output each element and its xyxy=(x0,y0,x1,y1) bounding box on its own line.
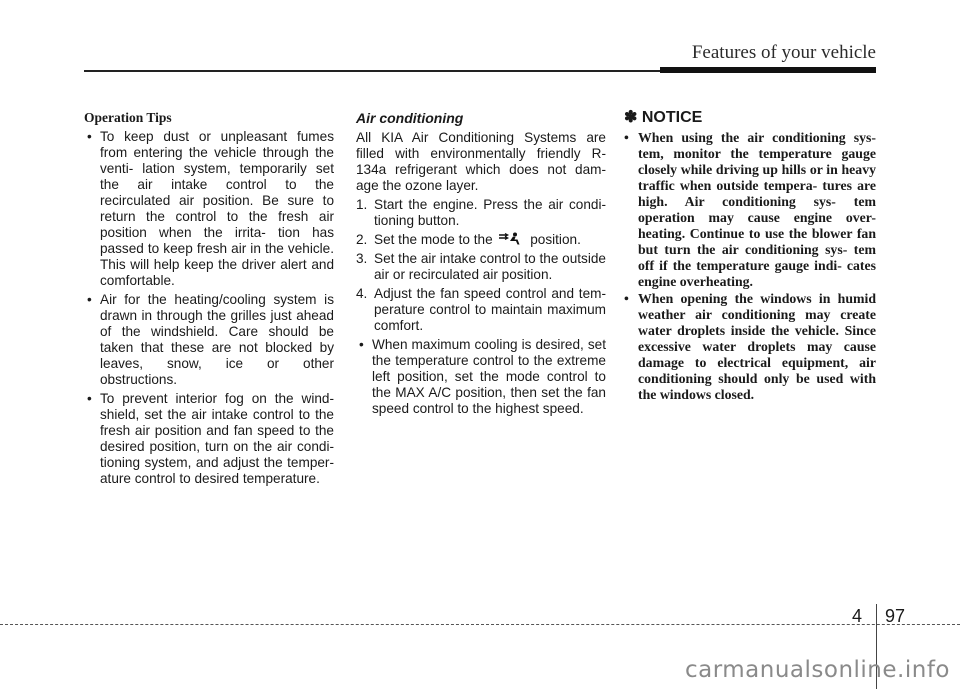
air-conditioning-column xyxy=(356,110,606,420)
step-item: 3. Set the air intake control to the outside air or recirculated air position. xyxy=(356,251,606,282)
step-item: 1. Start the engine. Press the air condi- tioning button. xyxy=(356,197,606,228)
bullet-icon: • xyxy=(624,291,629,306)
list-item: • Air for the heating/cooling system is drawn in through the grilles just ahead of the windshield. Care should be taken that these are not blocked by leaves, snow, ice or other obstructions. xyxy=(87,292,334,387)
bullet-icon: • xyxy=(87,292,92,307)
bullet-icon: • xyxy=(87,129,92,144)
air-conditioning-intro: All KIA Air Conditioning Systems are filled with environmentally friendly R-134a refrigerant which does not dam- age the ozone layer. xyxy=(356,130,606,193)
notice-item: • When using the air conditioning sys- tem, monitor the temperature gauge closely while driving up hills or in heavy traffic when outside tempera- tures are high. Air conditioning sys- tem operation may cause engine over- heating. Continue to use the blower fan but turn the air conditioning sys- tem off if the temperature gauge indi- cates engine overheating. xyxy=(624,130,876,289)
page-number: 97 xyxy=(885,606,906,626)
header-rule xyxy=(84,70,660,72)
face-vent-mode-icon xyxy=(496,232,526,246)
header-title: Features of your vehicle xyxy=(691,42,876,63)
bullet-icon: • xyxy=(624,130,629,145)
list-item: • To prevent interior fog on the wind- shield, set the air intake control to the fresh air position and fan speed to the desired position, turn on the air condi- tioning system, and adjust the temper- ature control to desired temperature. xyxy=(87,391,334,486)
list-item: • To keep dust or unpleasant fumes from entering the vehicle through the venti- lation system, temporarily set the air intake control to the recirculated air position. Be sure to return the control to the fresh air position when the irrita- tion has passed to keep fresh air in the vehicle. This will help keep the driver alert and comfortable. xyxy=(87,129,334,288)
bullet-icon: • xyxy=(359,337,364,352)
list-item: • When maximum cooling is desired, set the temperature control to the extreme left position, set the mode control to the MAX A/C position, then set the fan speed control to the highest speed. xyxy=(359,337,606,416)
notice-item: • When opening the windows in humid weather air conditioning may create water droplets inside the vehicle. Since excessive water droplets may cause damage to electrical equipment, air conditioning should only be used with the windows closed. xyxy=(624,291,876,402)
air-conditioning-heading: Air conditioning xyxy=(356,110,464,126)
step-item: 4. Adjust the fan speed control and tem- perature control to maintain maximum comfort. xyxy=(356,286,606,333)
notice-heading: ✽ NOTICE xyxy=(624,109,703,126)
bullet-icon: • xyxy=(87,391,92,406)
notice-column xyxy=(624,110,876,404)
step-item: 2. Set the mode to the position. xyxy=(356,232,581,247)
chapter-number: 4 xyxy=(852,606,863,626)
operation-tips-column xyxy=(84,110,334,490)
operation-tips-heading: Operation Tips xyxy=(84,110,172,125)
footer-rule xyxy=(0,624,960,625)
watermark: carmanualsonline.info xyxy=(684,657,950,683)
header-bar xyxy=(660,67,876,73)
